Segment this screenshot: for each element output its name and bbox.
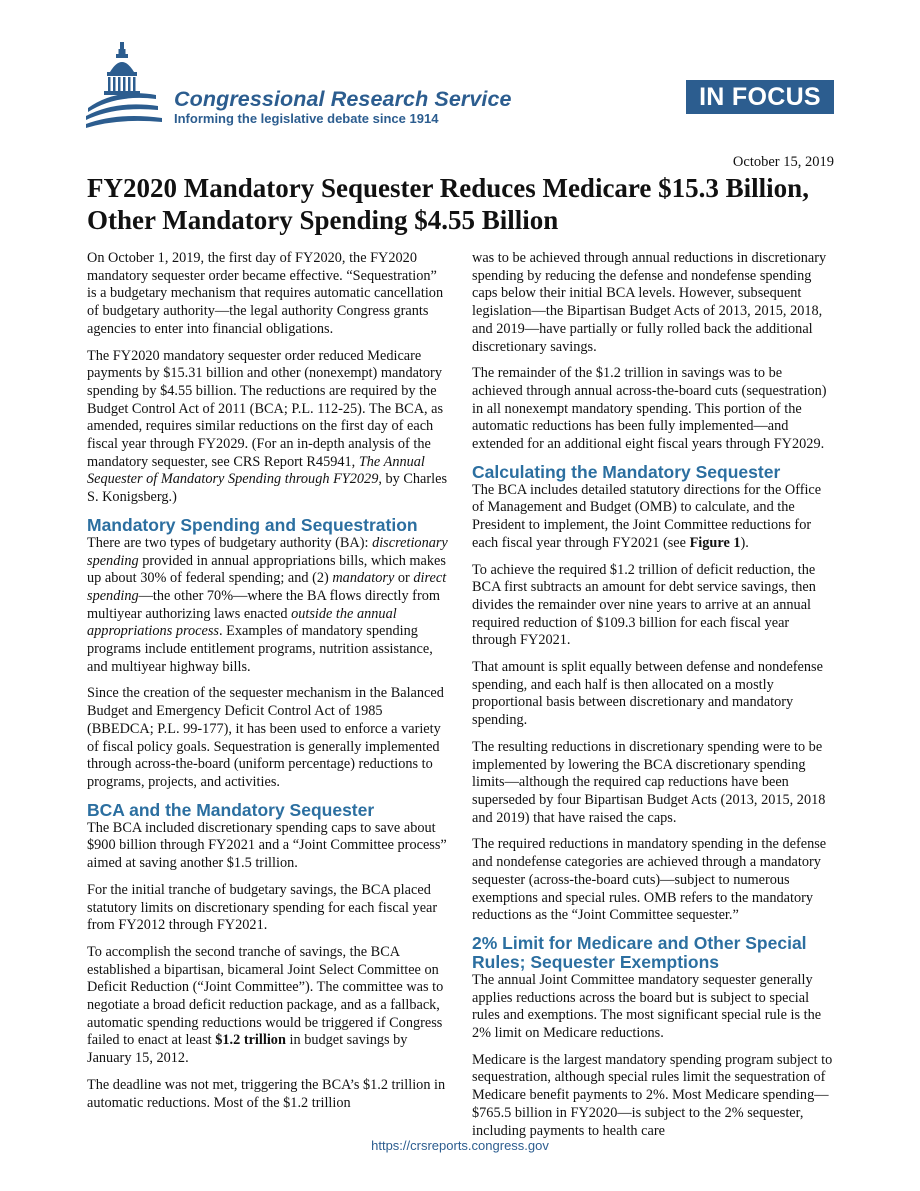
paragraph: The BCA includes detailed statutory directions for the Office of Management and Budget (OMB) to calculate, and the President to implement, the Joint Committee reductions for each fiscal year through FY2021 (see Figure 1). [472, 481, 822, 551]
publication-date: October 15, 2019 [732, 154, 834, 170]
paragraph: To accomplish the second tranche of savings, the BCA established a bipartisan, bicameral Joint Select Committee on Deficit Reduction (“Joint Committee”). The committee was to negotiate a broad deficit reduction package, and as a fallback, automatic spending reductions would be triggered if Congress failed to enact at least $1.2 trillion in budget savings by January 15, 2012. [87, 943, 444, 1067]
paragraph: To achieve the required $1.2 trillion of deficit reduction, the BCA first subtracts an amount for debt service savings, then divides the remainder over nine years to arrive at an annual required reduction of $109.3 billion for each fiscal year through FY2021. [472, 561, 816, 649]
document-title: FY2020 Mandatory Sequester Reduces Medicare $15.3 Billion, Other Mandatory Spending $4.55 Billion [87, 173, 809, 235]
paragraph: The annual Joint Committee mandatory sequester generally applies reductions across the board but is subject to special rules and exemptions. The most significant special rule is the 2% limit on Medicare reductions. [472, 971, 822, 1042]
org-tagline: Informing the legislative debate since 1914 [174, 111, 439, 126]
org-name: Congressional Research Service [174, 87, 512, 111]
crs-logo [86, 40, 512, 130]
paragraph: was to be achieved through annual reductions in discretionary spending by reducing the defense and nondefense spending caps below their initial BCA levels. However, subsequent legislation—the Bipartisan Budget Acts of 2013, 2015, 2018, and 2019—have partially or fully rolled back the additional discretionary savings. [472, 250, 827, 355]
section-heading: Calculating the Mandatory Sequester [472, 461, 781, 482]
right-column [472, 250, 834, 1149]
paragraph: There are two types of budgetary authority (BA): discretionary spending provided in annual appropriations bills, which makes up about 30% of federal spending; and (2) mandatory or direct spending—the other 70%—where the BA flows directly from multiyear authorizing laws enacted outside the annual appropriations process. Examples of mandatory spending programs include entitlement programs, nutrition assistance, and multiyear highway bills. [87, 534, 448, 675]
section-heading: 2% Limit for Medicare and Other Special Rules; Sequester Exemptions [472, 932, 807, 972]
paragraph: The BCA included discretionary spending caps to save about $900 billion through FY2021 and a “Joint Committee process” aimed at saving another $1.5 trillion. [87, 819, 447, 872]
left-column [87, 250, 449, 1121]
paragraph: Since the creation of the sequester mechanism in the Balanced Budget and Emergency Deficit Control Act of 1985 (BBEDCA; P.L. 99-177), it has been used to enforce a variety of fiscal policy goals. Sequestration is generally implemented through across-the-board (uniform percentage) reductions to programs, projects, and activities. [87, 685, 444, 790]
paragraph: On October 1, 2019, the first day of FY2020, the FY2020 mandatory sequester order became effective. “Sequestration” is a budgetary mechanism that requires automatic cancellation of budgetary authority—the legal authority Congress grants agencies to enter into financial obligations. [87, 250, 444, 337]
paragraph: For the initial tranche of budgetary savings, the BCA placed statutory limits on discretionary spending for each fiscal year from FY2012 through FY2021. [87, 881, 438, 934]
paragraph: The remainder of the $1.2 trillion in savings was to be achieved through annual across-the-board cuts (sequestration) in all nonexempt mandatory spending. This portion of the automatic reductions has been fully implemented—and extended for an additional eight fiscal years through FY2029. [472, 365, 827, 453]
paragraph: Medicare is the largest mandatory spending program subject to sequestration, although special rules limit the sequestration of Medicare benefit payments to 2%. Most Medicare spending—$765.5 billion in FY2020—is subject to the 2% sequester, including payments to health care [472, 1051, 833, 1139]
paragraph: That amount is split equally between defense and nondefense spending, and each half is then allocated on a mostly proportional basis between discretionary and mandatory spending. [472, 659, 823, 729]
report-title-link[interactable]: The Annual Sequester of Mandatory Spending through FY2029 [87, 453, 425, 488]
paragraph: The resulting reductions in discretionary spending were to be implemented by lowering the BCA discretionary spending limits—although the required cap reductions have been superseded by four Bipartisan Budget Acts (2013, 2015, 2018 and 2019) that have raised the caps. [472, 738, 826, 826]
in-focus-badge: IN FOCUS [686, 80, 834, 114]
paragraph: The deadline was not met, triggering the BCA’s $1.2 trillion in automatic reductions. Most of the $1.2 trillion [87, 1076, 446, 1111]
paragraph: The FY2020 mandatory sequester order reduced Medicare payments by $15.31 billion and other (nonexempt) mandatory spending by $4.55 billion. The reductions are required by the Budget Control Act of 2011 (BCA; P.L. 112-25). The BCA, as amended, requires similar reductions on the first day of each fiscal year through FY2029. (For an in-depth analysis of the mandatory sequester, see CRS Report R45941, The Annual Sequester of Mandatory Spending through FY2029, by Charles S. Konigsberg.) [87, 347, 448, 506]
figure-reference-link[interactable]: Figure 1 [689, 534, 741, 551]
footer-url-link[interactable]: https://crsreports.congress.gov [371, 1138, 549, 1153]
section-heading: BCA and the Mandatory Sequester [87, 799, 375, 820]
paragraph: The required reductions in mandatory spending in the defense and nondefense categories are achieved through a mandatory sequester (across-the-board cuts)—subject to numerous exemptions and special rules. OMB refers to the mandatory reductions as the “Joint Committee sequester.” [472, 836, 827, 924]
capitol-dome-icon [86, 40, 166, 130]
section-heading: Mandatory Spending and Sequestration [87, 514, 418, 535]
